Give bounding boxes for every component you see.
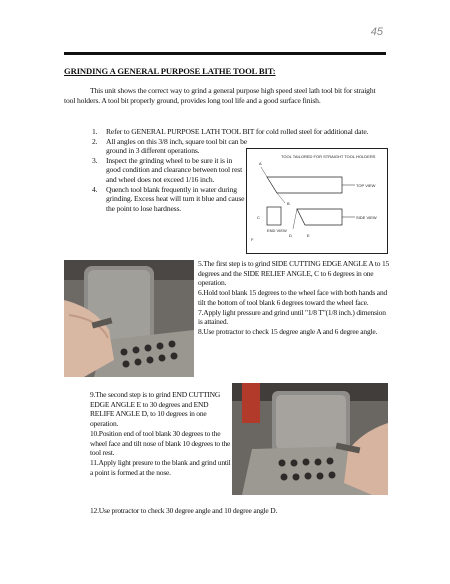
list-item (92, 185, 248, 214)
tool-bit-diagram (246, 148, 388, 254)
list-item-number: 3. (92, 155, 98, 165)
steps-first-operation (198, 259, 390, 337)
grinding-photo-end (232, 383, 388, 495)
list-item (92, 156, 248, 185)
side-view-label: SIDE VIEW (356, 215, 377, 220)
step-text: 10.Position end of tool blank 30 degrees to the wheel face and tilt nose of blank 10 degrees to the tool rest. (90, 428, 231, 458)
steps-second-operation (90, 390, 232, 477)
step-text: 9.The second step is to grind END CUTTING EDGE ANGLE E to 30 degrees and END RELIFE ANGLE D, to 10 degrees in one operation. (90, 390, 221, 429)
side-view-outline (297, 209, 342, 225)
step-text: 12.Use protractor to check 30 degree angle and 10 degree angle D. (90, 506, 278, 515)
list-item-number: 1. (92, 127, 98, 136)
intro-paragraph: This unit shows the correct way to grind a general purpose high speed steel lath tool bit for straight tool holders. A tool bit properly ground, provides long tool life and a good surface finish. (64, 86, 376, 105)
angle-label: D (289, 233, 292, 238)
diagram-caption: TOOL TAILORED FOR STRAIGHT TOOL HOLDERS (281, 154, 376, 159)
step-text: 8.Use protractor to check 15 degree angle A and 6 degree angle. (198, 326, 378, 336)
angle-label: E (307, 233, 310, 238)
page-number: 45 (370, 26, 383, 38)
end-view-outline (267, 207, 281, 225)
end-view-label: END VIEW (267, 228, 287, 233)
top-view-outline (267, 177, 342, 193)
list-item-text: Quench tool blank frequently in water during grinding. Excess heat will turn it blue and cause the point to lose hardness. (106, 184, 245, 213)
top-view-label: TOP VIEW (356, 183, 376, 188)
list-item-text: Inspect the grinding wheel to be sure it is in good condition and clearance between tool rest and wheel does not exceed 1/16 inch. (106, 155, 243, 184)
angle-label: A (259, 161, 262, 166)
grinding-photo-side (64, 260, 194, 377)
list-item-text: Refer to GENERAL PURPOSE LATH TOOL BIT for cold rolled steel for additional date. (106, 127, 369, 136)
angle-line (293, 209, 297, 229)
step-text: 7.Apply light pressure and grind until "1/8 T"(1/8 inch.) dimension is attained. (198, 307, 386, 327)
angle-label: C (257, 215, 260, 220)
angle-label: F (251, 237, 254, 242)
angle-line (277, 193, 285, 203)
list-item (92, 137, 248, 156)
step-text: 11.Apply light presure to the blank and grind until a point is formed at the nose. (90, 457, 231, 477)
step-text: 6.Hold tool blank 15 degrees to the wheel face with both hands and tilt the bottom of tool blank 6 degrees toward the wheel face. (198, 288, 388, 307)
list-item-number: 4. (92, 184, 98, 194)
list-item-number: 2. (92, 136, 98, 146)
step-text: 5.The first step is to grind SIDE CUTTING EDGE ANGLE A to 15 degrees and the SIDE RELIEF ANGLE, C to 6 degrees in one operation. (198, 259, 390, 288)
angle-line (261, 167, 267, 177)
section-heading: GRINDING A GENERAL PURPOSE LATHE TOOL BIT: (64, 66, 276, 76)
list-item (92, 127, 392, 137)
list-item-text: All angles on this 3/8 inch, square tool bit can be ground in 3 different operations. (106, 136, 248, 156)
angle-label: B (287, 201, 290, 206)
header-rule (64, 52, 386, 55)
